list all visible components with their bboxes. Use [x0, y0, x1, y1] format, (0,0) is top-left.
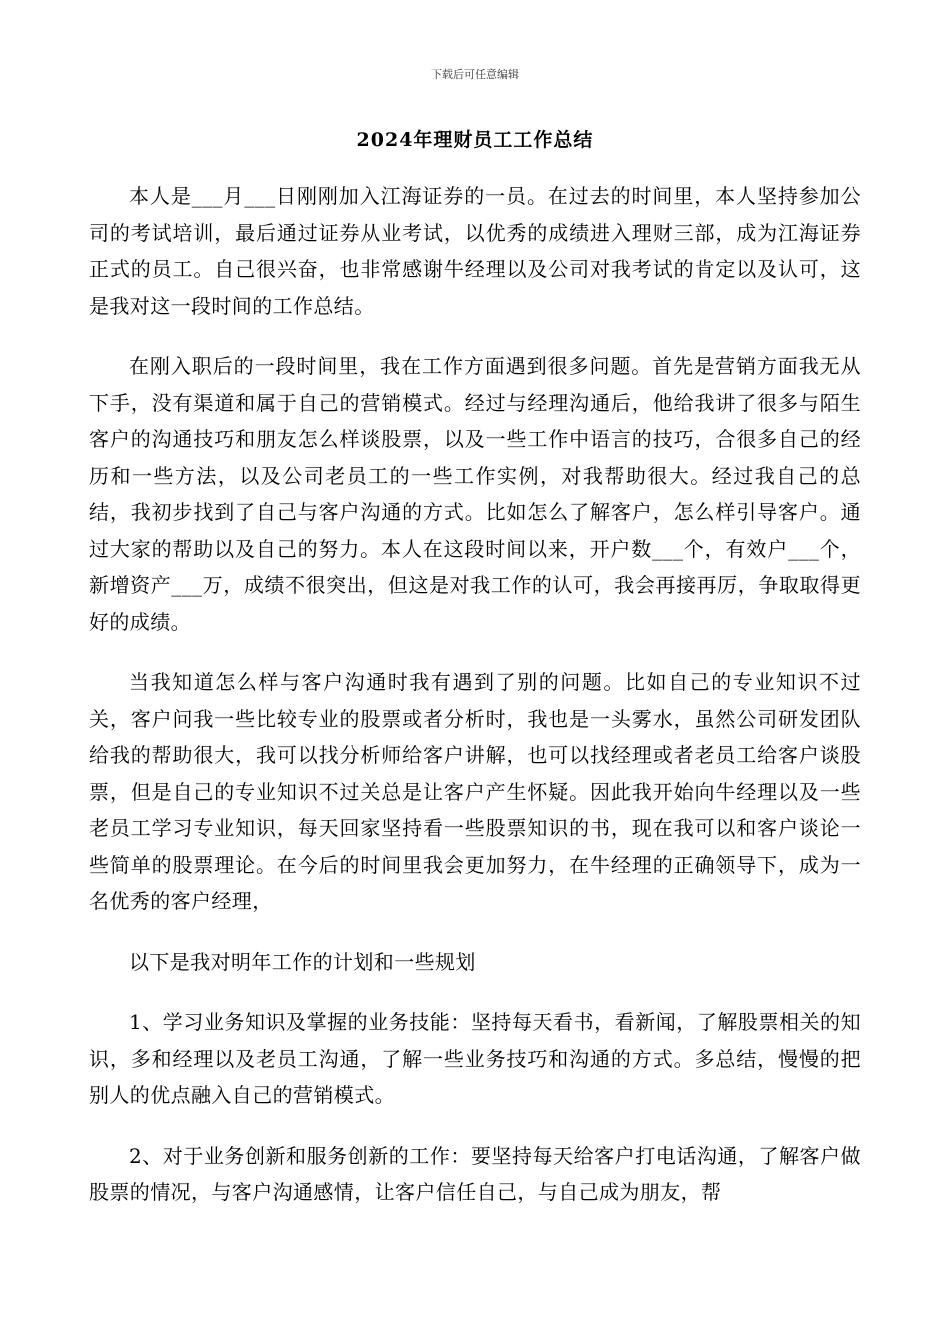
header-note: 下载后可任意编辑 [431, 68, 519, 81]
document-title: 2024年理财员工工作总结 [356, 129, 594, 151]
paragraph-early-work: 在刚入职后的一段时间里，我在工作方面遇到很多问题。首先是营销方面我无从下手，没有渠道和属于自己的营销模式。经过与经理沟通后，他给我讲了很多与陌生客户的沟通技巧和朋友怎么样谈股票，以及一些工作中语言的技巧，合很多自己的经历和一些方法，以及公司老员工的一些工作实例，对我帮助很大。经过我自己的总结，我初步找到了自己与客户沟通的方式。比如怎么了解客户，怎么样引导客户。通过大家的帮助以及自己的努力。本人在这段时间以来，开户数___个，有效户___个，新增资产___万，成绩不很突出，但这是对我工作的认可，我会再接再厉，争取取得更好的成绩。 [89, 354, 861, 634]
document-body [89, 178, 861, 1235]
paragraph-professional-knowledge: 当我知道怎么样与客户沟通时我有遇到了别的问题。比如自己的专业知识不过关，客户问我一些比较专业的股票或者分析时，我也是一头雾水，虽然公司研发团队给我的帮助很大，我可以找分析师给客户讲解，也可以找经理或者老员工给客户谈股票，但是自己的专业知识不过关总是让客户产生怀疑。因此我开始向牛经理以及一些老员工学习专业知识，每天回家坚持看一些股票知识的书，现在我可以和客户谈论一些简单的股票理论。在今后的时间里我会更加努力，在牛经理的正确领导下，成为一名优秀的客户经理， [89, 670, 861, 913]
paragraph-plan-item-2: 2、对于业务创新和服务创新的工作：要坚持每天给客户打电话沟通，了解客户做股票的情况，与客户沟通感情，让客户信任自己，与自己成为朋友，帮 [89, 1143, 861, 1204]
paragraph-plan-item-1: 1、学习业务知识及掌握的业务技能：坚持每天看书，看新闻，了解股票相关的知识，多和经理以及老员工沟通，了解一些业务技巧和沟通的方式。多总结，慢慢的把别人的优点融入自己的营销模式。 [89, 1010, 861, 1107]
paragraph-plan-intro: 以下是我对明年工作的计划和一些规划 [129, 949, 476, 974]
paragraph-intro: 本人是___月___日刚刚加入江海证券的一员。在过去的时间里，本人坚持参加公司的考试培训，最后通过证券从业考试，以优秀的成绩进入理财三部，成为江海证券正式的员工。自己很兴奋，也非常感谢牛经理以及公司对我考试的肯定以及认可，这是我对这一段时间的工作总结。 [89, 184, 861, 318]
